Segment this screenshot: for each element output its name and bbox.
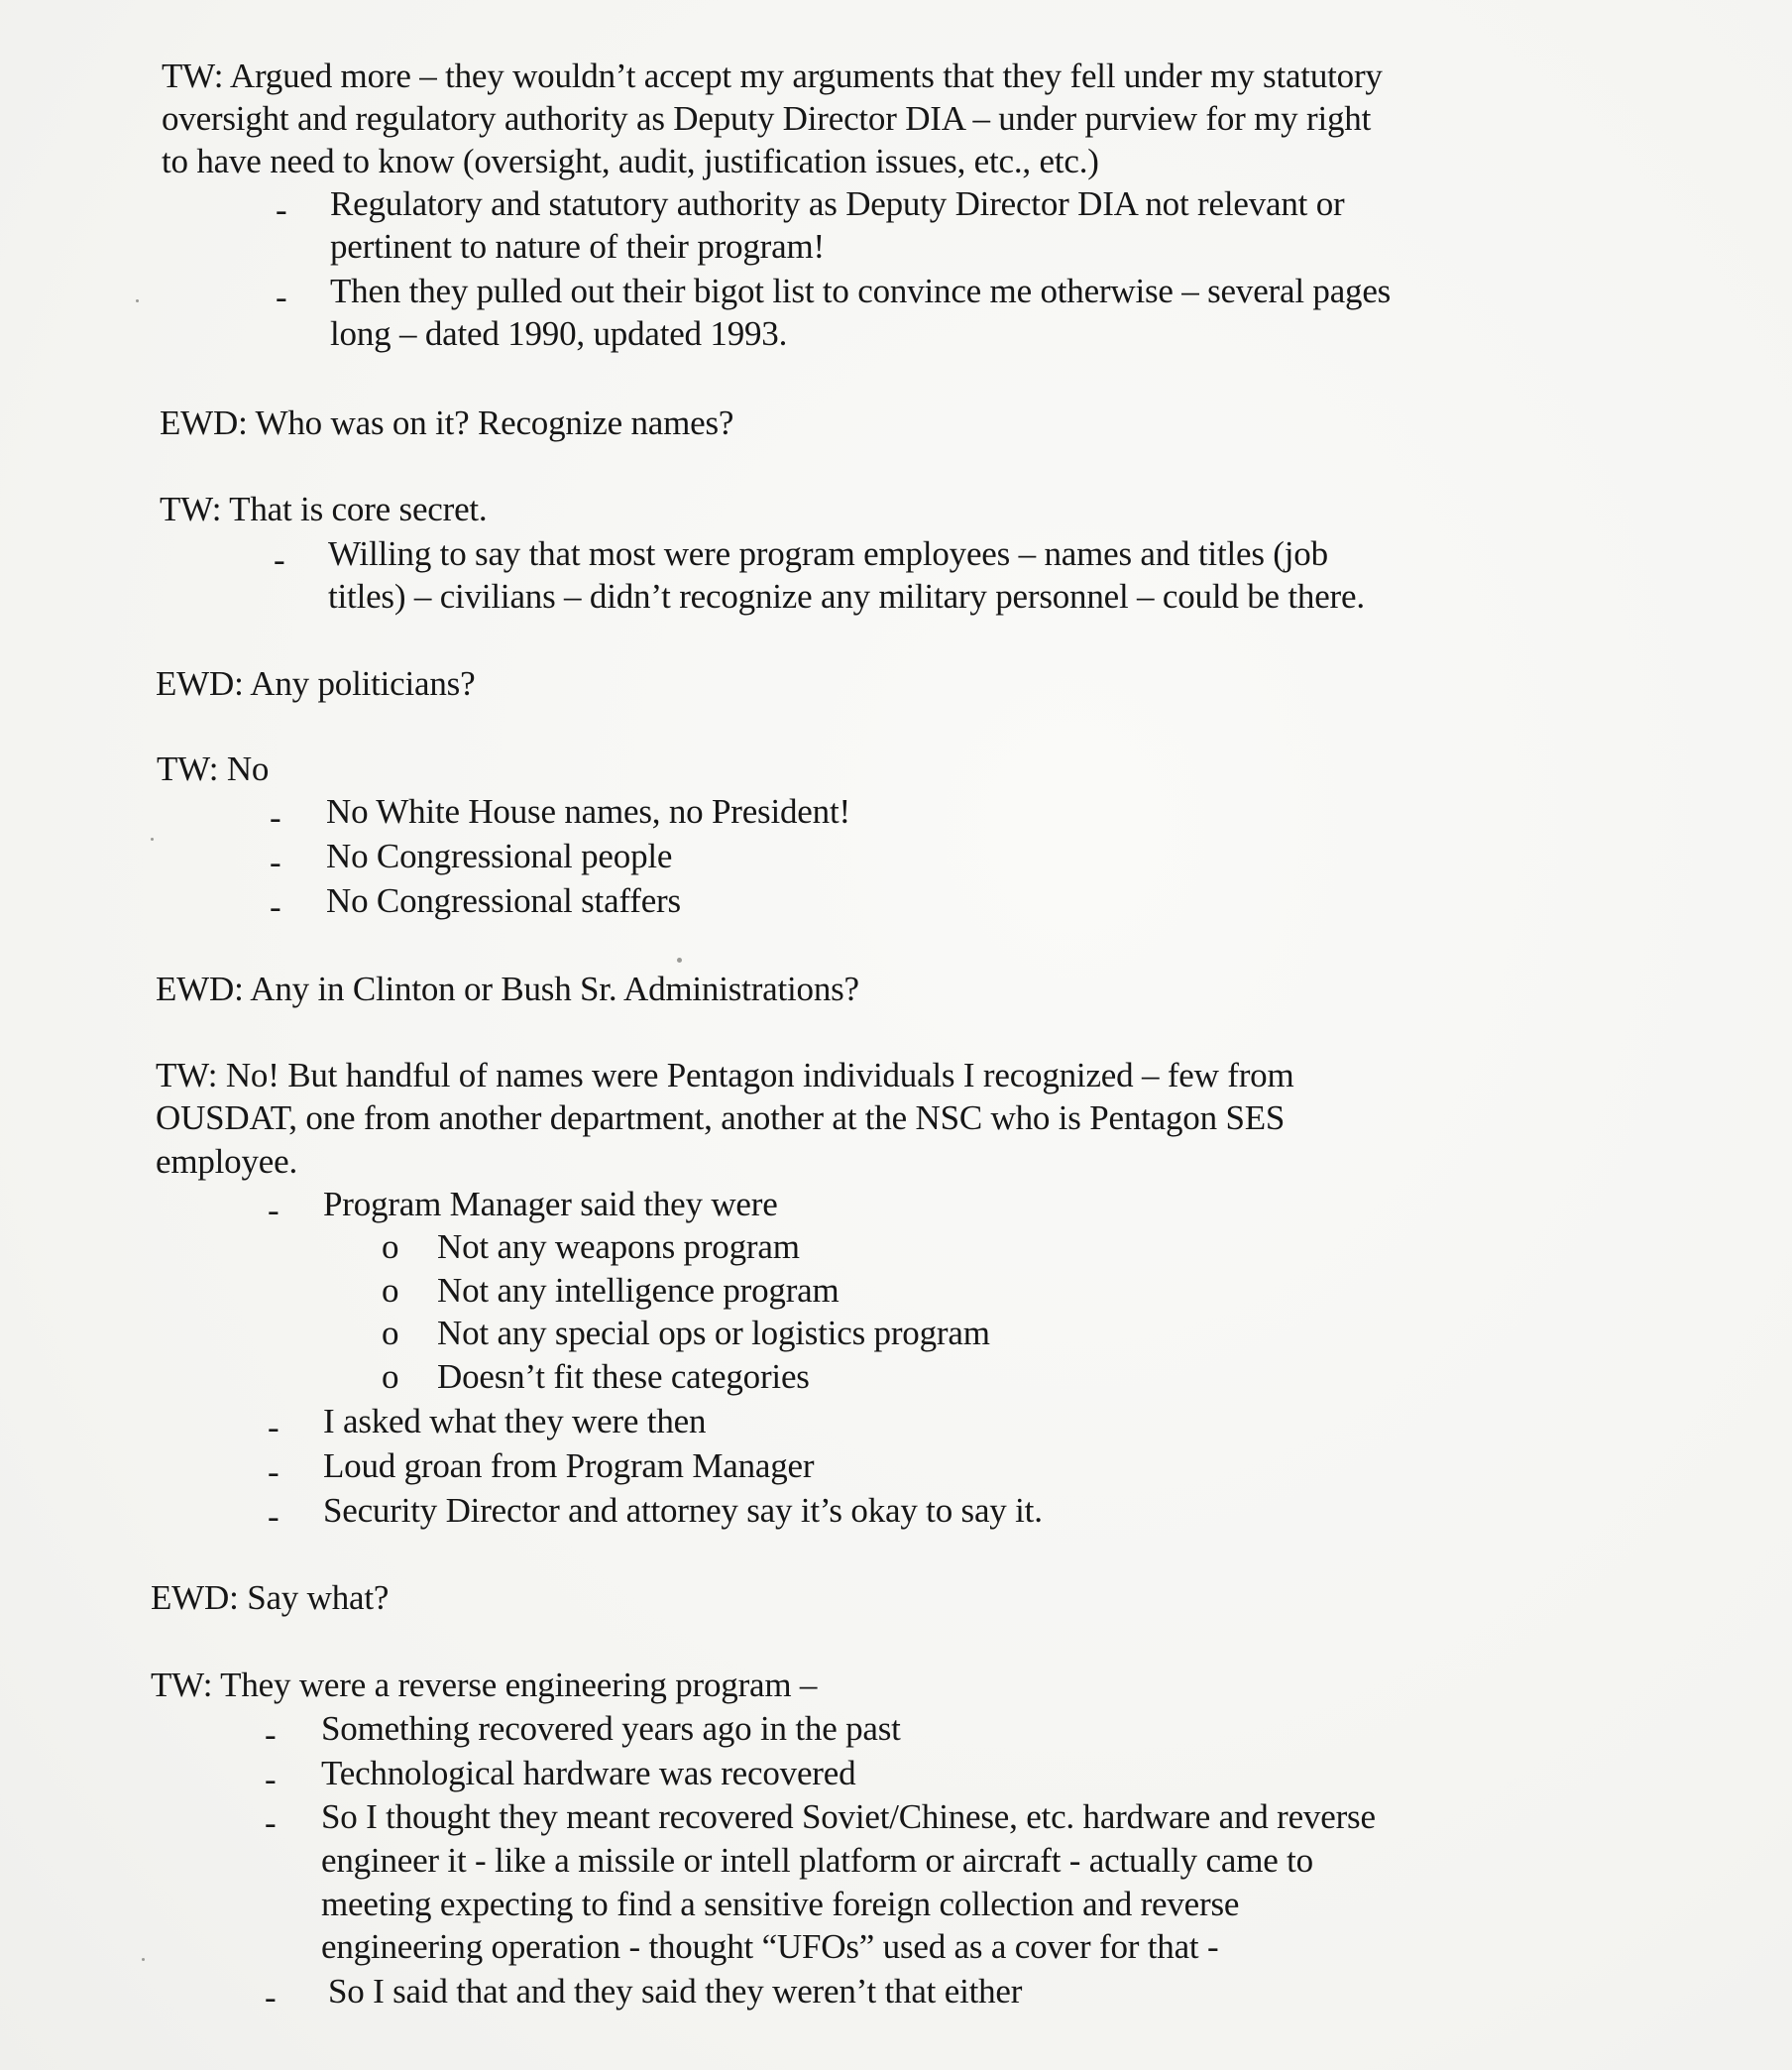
bullet-text: I asked what they were then bbox=[323, 1402, 707, 1440]
bullet-text: Then they pulled out their bigot list to convince me otherwise – several pages bbox=[330, 272, 1392, 310]
bullet-text: long – dated 1990, updated 1993. bbox=[330, 314, 788, 353]
speaker-label: TW: bbox=[160, 490, 222, 528]
dialogue-text: Any in Clinton or Bush Sr. Administrations? bbox=[250, 970, 859, 1008]
bullet-text: meeting expecting to find a sensitive foreign collection and reverse bbox=[321, 1885, 1240, 1923]
bullet-marker: - bbox=[270, 887, 281, 926]
dialogue-text: They were a reverse engineering program – bbox=[220, 1666, 818, 1704]
scan-speck bbox=[142, 1958, 145, 1961]
dialogue-text: That is core secret. bbox=[229, 490, 488, 528]
bullet-text: Regulatory and statutory authority as Deputy Director DIA not relevant or bbox=[330, 184, 1345, 223]
bullet-marker: - bbox=[268, 1191, 280, 1229]
bullet-marker: - bbox=[274, 540, 285, 579]
bullet-marker: - bbox=[270, 843, 281, 881]
dialogue-line bbox=[156, 1054, 1293, 1097]
sub-bullet-marker: o bbox=[382, 1227, 399, 1266]
bullet-marker: - bbox=[265, 1760, 277, 1798]
dialogue-line bbox=[151, 1664, 817, 1707]
dialogue-text: Who was on it? Recognize names? bbox=[255, 403, 734, 442]
sub-bullet-marker: o bbox=[382, 1314, 399, 1352]
bullet-text: engineering operation - thought “UFOs” used as a cover for that - bbox=[321, 1927, 1219, 1966]
speaker-label: TW: bbox=[151, 1666, 213, 1704]
bullet-text: Loud groan from Program Manager bbox=[323, 1446, 815, 1485]
bullet-marker: - bbox=[265, 1715, 277, 1754]
dialogue-text: No bbox=[226, 749, 270, 788]
bullet-text: So I thought they meant recovered Soviet/Chinese, etc. hardware and reverse bbox=[321, 1797, 1376, 1836]
sub-bullet-marker: o bbox=[382, 1271, 399, 1310]
bullet-text: So I said that and they said they weren’t that either bbox=[328, 1972, 1023, 2011]
bullet-text: engineer it - like a missile or intell platform or aircraft - actually came to bbox=[321, 1841, 1313, 1880]
bullet-text: No Congressional staffers bbox=[326, 881, 681, 920]
bullet-marker: - bbox=[268, 1408, 280, 1446]
dialogue-line bbox=[162, 55, 1383, 98]
bullet-text: Security Director and attorney say it’s okay to say it. bbox=[323, 1491, 1043, 1530]
speaker-label: EWD: bbox=[160, 403, 248, 442]
speaker-label: TW: bbox=[162, 57, 224, 95]
scan-speck bbox=[677, 958, 682, 963]
bullet-text: No Congressional people bbox=[326, 837, 673, 875]
dialogue-line bbox=[160, 402, 733, 445]
bullet-marker: - bbox=[276, 190, 287, 229]
sub-bullet-text: Not any weapons program bbox=[437, 1227, 800, 1266]
bullet-marker: - bbox=[268, 1452, 280, 1491]
speaker-label: TW: bbox=[156, 1056, 218, 1094]
speaker-label: TW: bbox=[157, 749, 219, 788]
dialogue-line bbox=[156, 968, 859, 1011]
bullet-text: Program Manager said they were bbox=[323, 1185, 778, 1223]
bullet-text: Something recovered years ago in the past bbox=[321, 1709, 901, 1748]
bullet-text: pertinent to nature of their program! bbox=[330, 227, 825, 266]
speaker-label: EWD: bbox=[151, 1578, 239, 1617]
bullet-marker: - bbox=[268, 1497, 280, 1536]
bullet-marker: - bbox=[270, 798, 281, 837]
dialogue-line bbox=[151, 1576, 389, 1620]
dialogue-text: Argued more – they wouldn’t accept my arguments that they fell under my statutory bbox=[229, 57, 1383, 95]
dialogue-line bbox=[157, 748, 269, 791]
scan-speck bbox=[151, 838, 154, 841]
speaker-label: EWD: bbox=[156, 664, 244, 703]
dialogue-text: oversight and regulatory authority as Deputy Director DIA – under purview for my right bbox=[162, 99, 1372, 138]
bullet-text: Willing to say that most were program employees – names and titles (job bbox=[328, 534, 1328, 573]
dialogue-text: employee. bbox=[156, 1142, 298, 1181]
sub-bullet-text: Not any intelligence program bbox=[437, 1271, 840, 1310]
dialogue-line bbox=[156, 662, 475, 706]
bullet-text: titles) – civilians – didn’t recognize any military personnel – could be there. bbox=[328, 577, 1365, 616]
sub-bullet-marker: o bbox=[382, 1357, 399, 1396]
bullet-text: No White House names, no President! bbox=[326, 792, 850, 831]
dialogue-line bbox=[160, 488, 487, 531]
bullet-text: Technological hardware was recovered bbox=[321, 1754, 856, 1792]
dialogue-text: No! But handful of names were Pentagon individuals I recognized – few from bbox=[225, 1056, 1294, 1094]
scan-speck bbox=[136, 299, 139, 302]
sub-bullet-text: Doesn’t fit these categories bbox=[437, 1357, 810, 1396]
bullet-marker: - bbox=[276, 278, 287, 316]
bullet-marker: - bbox=[265, 1978, 277, 2016]
sub-bullet-text: Not any special ops or logistics program bbox=[437, 1314, 990, 1352]
dialogue-text: to have need to know (oversight, audit, justification issues, etc., etc.) bbox=[162, 142, 1099, 180]
speaker-label: EWD: bbox=[156, 970, 244, 1008]
dialogue-text: Say what? bbox=[247, 1578, 390, 1617]
dialogue-text: OUSDAT, one from another department, another at the NSC who is Pentagon SES bbox=[156, 1098, 1286, 1137]
bullet-marker: - bbox=[265, 1803, 277, 1842]
dialogue-text: Any politicians? bbox=[250, 664, 476, 703]
